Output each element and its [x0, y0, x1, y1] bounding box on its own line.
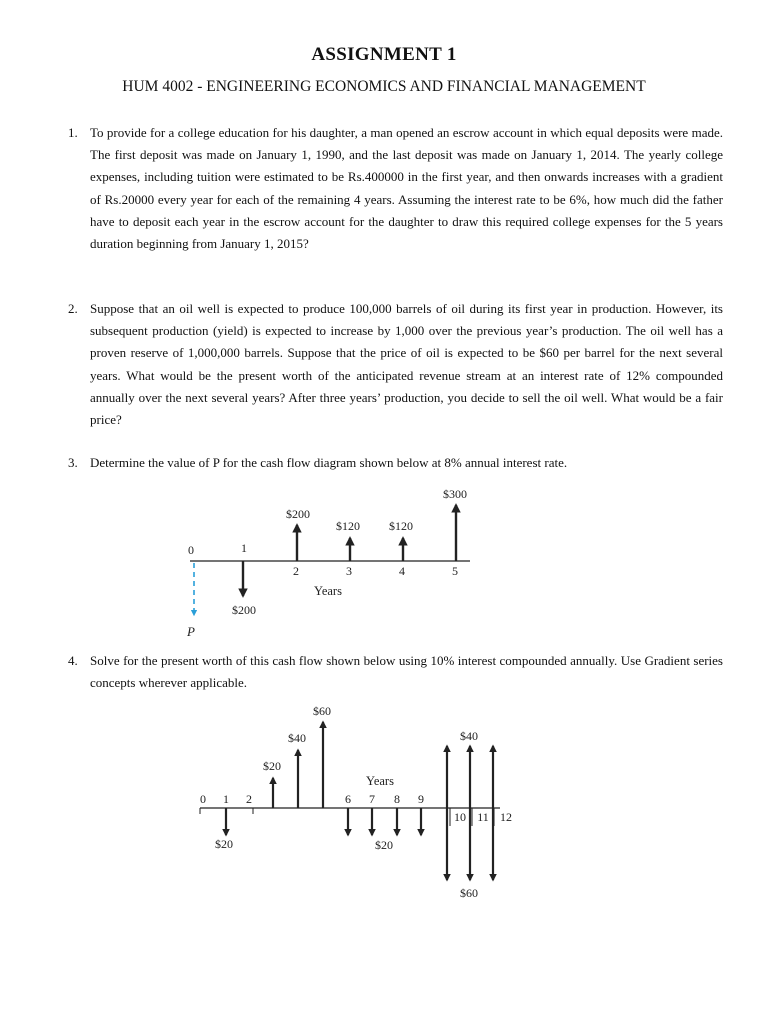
- value-label: $40: [288, 731, 306, 745]
- period-label: 9: [418, 792, 424, 806]
- period-label: 0: [200, 792, 206, 806]
- question-text: Determine the value of P for the cash flow diagram shown below at 8% annual interest rate.: [90, 455, 568, 470]
- period-label: 3: [346, 564, 352, 578]
- period-label: 12: [500, 810, 512, 824]
- period-label: 2: [293, 564, 299, 578]
- question-text: Solve for the present worth of this cash flow shown below using 10% interest compounded annually. Use Gradient series concepts wherever applicable.: [90, 653, 723, 691]
- value-label: $120: [389, 519, 413, 533]
- axis-label: Years: [366, 774, 394, 788]
- question-number: 1.: [68, 125, 78, 140]
- value-label: $20: [375, 838, 393, 852]
- period-label: 1: [241, 541, 247, 555]
- value-label: $300: [443, 487, 467, 501]
- period-label: 11: [477, 810, 489, 824]
- period-label: 2: [246, 792, 252, 806]
- question-number: 2.: [68, 301, 78, 316]
- course-subtitle: HUM 4002 - ENGINEERING ECONOMICS AND FINANCIAL MANAGEMENT: [122, 78, 646, 95]
- value-label: $20: [215, 837, 233, 851]
- period-label: 6: [345, 792, 351, 806]
- period-label: 0: [188, 543, 194, 557]
- value-label: $120: [336, 519, 360, 533]
- assignment-title: ASSIGNMENT 1: [311, 44, 457, 65]
- period-label: 1: [223, 792, 229, 806]
- value-label: $60: [313, 704, 331, 718]
- value-label: $200: [232, 603, 256, 617]
- value-label: $200: [286, 507, 310, 521]
- question-number: 4.: [68, 653, 78, 668]
- value-label: $60: [460, 886, 478, 900]
- question-number: 3.: [68, 455, 78, 470]
- value-label: $40: [460, 729, 478, 743]
- question-text: Suppose that an oil well is expected to produce 100,000 barrels of oil during its first year in production. However, its subsequent production (yield) is expected to increase by 1,000 over the previous year’s production. The oil well has a proven reserve of 1,000,000 barrels. Suppose that the price of oil is expected to be $60 per barrel for the next several years. What would be the present worth of the anticipated revenue stream at an interest rate of 12% compounded annually over the next several years? After three years’ production, you decide to sell the oil well. What would be a fair price?: [90, 301, 723, 428]
- period-label: 4: [399, 564, 405, 578]
- period-label: 5: [452, 564, 458, 578]
- period-label: 7: [369, 792, 375, 806]
- axis-label: Years: [314, 584, 342, 598]
- p-label: P: [187, 624, 195, 639]
- question-text: To provide for a college education for his daughter, a man opened an escrow account in which equal deposits were made. The first deposit was made on January 1, 1990, and the last deposit was made on January 1, 2014. The yearly college expenses, including tuition were estimated to be Rs.400000 in the first year, and then onwards increases with a gradient of Rs.20000 every year for each of the remaining 4 years. Assuming the interest rate to be 6%, how much did the father have to deposit each year in the escrow account for the daughter to draw this required college expenses for the 5 years duration beginning from January 1, 2015?: [90, 125, 723, 252]
- period-label: 10: [454, 810, 466, 824]
- value-label: $20: [263, 759, 281, 773]
- period-label: 8: [394, 792, 400, 806]
